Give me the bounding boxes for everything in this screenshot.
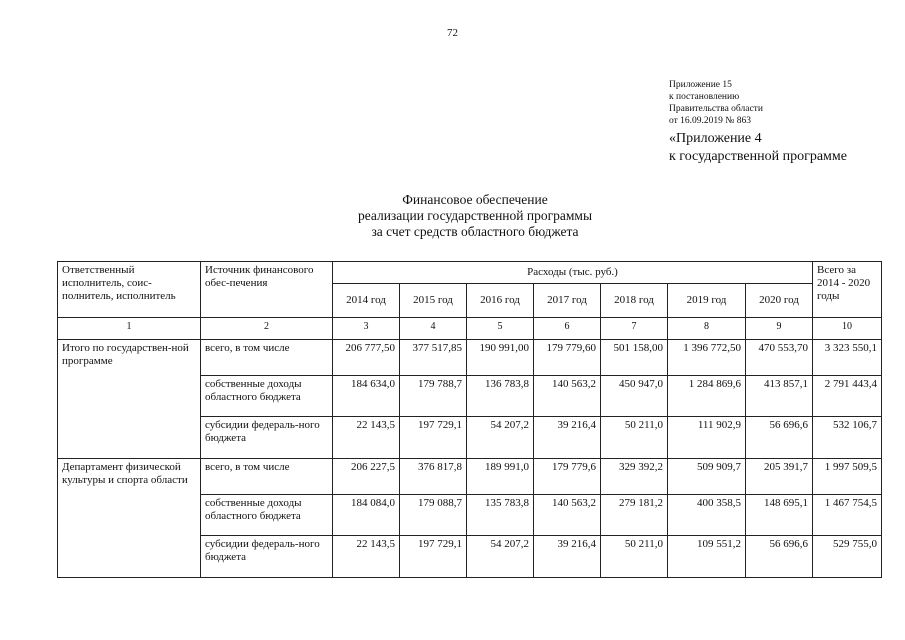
value-cell: 179 779,60 — [534, 340, 601, 376]
total-cell: 1 997 509,5 — [813, 459, 882, 495]
value-cell: 111 902,9 — [668, 417, 746, 459]
value-cell: 197 729,1 — [400, 536, 467, 578]
year-header: 2020 год — [746, 284, 813, 318]
page-number: 72 — [447, 27, 458, 39]
title-line: реализации государственной программы — [357, 208, 593, 223]
total-cell: 2 791 443,4 — [813, 376, 882, 417]
total-cell: 529 755,0 — [813, 536, 882, 578]
value-cell: 205 391,7 — [746, 459, 813, 495]
value-cell: 22 143,5 — [333, 536, 400, 578]
column-index: 1 — [58, 318, 201, 340]
column-index: 3 — [333, 318, 400, 340]
value-cell: 39 216,4 — [534, 536, 601, 578]
program-annex-line: к государственной программе — [669, 149, 847, 164]
annex-line: Приложение 15 — [669, 80, 732, 90]
program-annex-line: «Приложение 4 — [669, 131, 762, 146]
column-index: 9 — [746, 318, 813, 340]
document-title — [290, 192, 660, 240]
value-cell: 206 777,50 — [333, 340, 400, 376]
source-cell: всего, в том числе — [201, 340, 333, 376]
column-index: 10 — [813, 318, 882, 340]
expenses-header: Расходы (тыс. руб.) — [333, 262, 813, 284]
value-cell: 140 563,2 — [534, 376, 601, 417]
column-index: 5 — [467, 318, 534, 340]
annex-reference-block — [669, 79, 763, 127]
value-cell: 140 563,2 — [534, 495, 601, 536]
value-cell: 148 695,1 — [746, 495, 813, 536]
value-cell: 109 551,2 — [668, 536, 746, 578]
table-row — [58, 340, 882, 376]
value-cell: 1 396 772,50 — [668, 340, 746, 376]
annex-line: от 16.09.2019 № 863 — [669, 116, 751, 126]
value-cell: 136 783,8 — [467, 376, 534, 417]
year-header: 2018 год — [601, 284, 668, 318]
value-cell: 22 143,5 — [333, 417, 400, 459]
total-cell: 3 323 550,1 — [813, 340, 882, 376]
value-cell: 184 084,0 — [333, 495, 400, 536]
value-cell: 450 947,0 — [601, 376, 668, 417]
year-header: 2017 год — [534, 284, 601, 318]
executor-cell: Департамент физической культуры и спорта области — [58, 459, 201, 578]
value-cell: 470 553,70 — [746, 340, 813, 376]
value-cell: 377 517,85 — [400, 340, 467, 376]
annex-line: к постановлению — [669, 92, 740, 102]
value-cell: 376 817,8 — [400, 459, 467, 495]
total-cell: 532 106,7 — [813, 417, 882, 459]
source-cell: субсидии федераль-ного бюджета — [201, 536, 333, 578]
source-cell: собственные доходы областного бюджета — [201, 376, 333, 417]
year-header: 2016 год — [467, 284, 534, 318]
value-cell: 501 158,00 — [601, 340, 668, 376]
value-cell: 400 358,5 — [668, 495, 746, 536]
executor-cell: Итого по государствен-ной программе — [58, 340, 201, 459]
value-cell: 329 392,2 — [601, 459, 668, 495]
value-cell: 39 216,4 — [534, 417, 601, 459]
value-cell: 413 857,1 — [746, 376, 813, 417]
value-cell: 184 634,0 — [333, 376, 400, 417]
source-cell: всего, в том числе — [201, 459, 333, 495]
value-cell: 50 211,0 — [601, 536, 668, 578]
column-index: 6 — [534, 318, 601, 340]
value-cell: 50 211,0 — [601, 417, 668, 459]
column-index: 2 — [201, 318, 333, 340]
source-cell: субсидии федераль-ного бюджета — [201, 417, 333, 459]
year-header: 2019 год — [668, 284, 746, 318]
table-row — [58, 459, 882, 495]
value-cell: 197 729,1 — [400, 417, 467, 459]
value-cell: 179 088,7 — [400, 495, 467, 536]
value-cell: 1 284 869,6 — [668, 376, 746, 417]
value-cell: 279 181,2 — [601, 495, 668, 536]
source-cell: собственные доходы областного бюджета — [201, 495, 333, 536]
value-cell: 135 783,8 — [467, 495, 534, 536]
year-header: 2015 год — [400, 284, 467, 318]
source-header: Источник финансового обес-печения — [201, 262, 333, 318]
total-header: Всего за 2014 - 2020 годы — [813, 262, 882, 318]
value-cell: 179 779,6 — [534, 459, 601, 495]
total-cell: 1 467 754,5 — [813, 495, 882, 536]
value-cell: 189 991,0 — [467, 459, 534, 495]
value-cell: 54 207,2 — [467, 536, 534, 578]
header-row — [58, 262, 882, 284]
executor-header: Ответственный исполнитель, соис-полнитель, исполнитель — [58, 262, 201, 318]
value-cell: 509 909,7 — [668, 459, 746, 495]
column-index: 7 — [601, 318, 668, 340]
year-header: 2014 год — [333, 284, 400, 318]
financing-table — [57, 261, 882, 578]
column-index: 4 — [400, 318, 467, 340]
program-annex-block — [669, 130, 847, 166]
title-line: Финансовое обеспечение — [402, 192, 548, 207]
title-line: за счет средств областного бюджета — [371, 224, 579, 239]
value-cell: 179 788,7 — [400, 376, 467, 417]
value-cell: 190 991,00 — [467, 340, 534, 376]
value-cell: 206 227,5 — [333, 459, 400, 495]
annex-line: Правительства области — [669, 104, 763, 114]
value-cell: 56 696,6 — [746, 417, 813, 459]
column-index: 8 — [668, 318, 746, 340]
column-index-row — [58, 318, 882, 340]
value-cell: 54 207,2 — [467, 417, 534, 459]
value-cell: 56 696,6 — [746, 536, 813, 578]
